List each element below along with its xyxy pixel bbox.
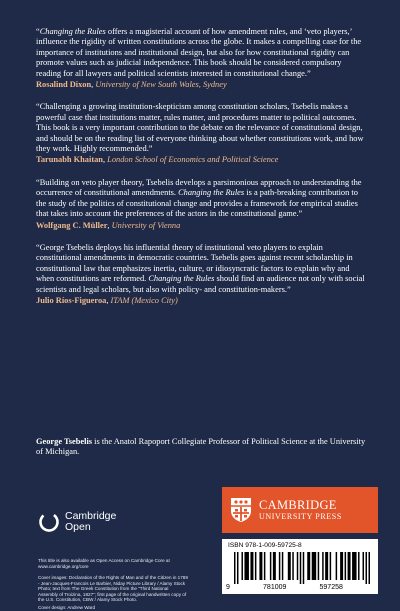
barcode-bar [273, 552, 276, 580]
barcode-bar [234, 552, 235, 584]
barcode-bar [282, 552, 283, 580]
isbn-label: ISBN 978-1-009-59725-8 [228, 542, 302, 549]
barcode-bar [369, 552, 370, 584]
cambridge-open-logo [38, 511, 116, 533]
barcode-bar [363, 552, 364, 580]
endorsement-attribution: Tarunabh Khaitan, London School of Economics and Political Science [36, 155, 279, 165]
endorsement-dixon [36, 27, 368, 90]
barcode-bar [270, 552, 271, 580]
publisher-wordmark: CAMBRIDGE UNIVERSITY PRESS [259, 497, 342, 521]
endorsement-khaitan [36, 102, 368, 165]
barcode-bar [348, 552, 351, 580]
endorsement-text: “Challenging a growing institution-skepticism among constitution scholars, Tsebelis makes a powerful case that institutions matter, rules matter, and procedures matter to political outcomes. This book is a very important contribution to the debate on the relevance of constitutional design, and should be on the reading list of everyone thinking about whether constitutions work, and how they work. Highly recommended.” [36, 102, 364, 154]
barcode-bar [340, 552, 343, 580]
isbn-barcode [222, 539, 378, 594]
open-access-icon [38, 511, 60, 533]
endorsement-attribution: Wolfgang C. Müller, University of Vienna [36, 220, 181, 230]
barcode-bar [325, 552, 328, 580]
barcode-bar [264, 552, 265, 580]
barcode-bar [322, 552, 323, 580]
endorsements [36, 27, 368, 318]
barcode-bar [336, 552, 337, 580]
barcode-bar [307, 552, 310, 580]
endorsement-attribution: Julio Ríos-Figueroa, ITAM (Mexico City) [36, 295, 178, 305]
barcode-bar [279, 552, 280, 580]
endorsement-attribution: Rosalind Dixon, University of New South Wales, Sydney [36, 80, 227, 90]
endorsement-text: “George Tsebelis deploys his influential theory of institutional veto players to explain constitutional amendments in democratic countries. Tsebelis goes against recent scholarship in constitutional law that emphasizes inertia, culture, or idiosyncratic factors to explain why and when constitutions are reformed. Changing the Rules should find an audience not only with social scientists and legal scholars, but also with policy- and constitution-makers.” [36, 242, 365, 294]
barcode-bar [366, 552, 367, 584]
barcode-bar [303, 552, 304, 584]
endorsement-text: “Building on veto player theory, Tsebelis develops a parsimonious approach to understanding the occurrence of constitutional amendments. Changing the Rules is a path-breaking contribution to the study of the politics of constitutional change and provides a framework for empirical studies that takes into account the preferences of the actors in the constitutional game.” [36, 177, 362, 219]
barcode-bar [259, 552, 262, 580]
barcode-bar [300, 552, 301, 584]
barcode-bar [352, 552, 356, 580]
open-access-note: This title is also available as Open Access on Cambridge Core at www.cambridge.org/core [38, 558, 170, 569]
barcode-bar [237, 552, 238, 584]
barcode-bar [297, 552, 298, 580]
cambridge-open-wordmark: Cambridge Open [65, 510, 117, 533]
barcode-bar [250, 552, 253, 580]
endorsement-rios-figueroa [36, 243, 368, 306]
endorsement-text: “Changing the Rules offers a magisterial account of how amendment rules, and ‘veto players,’ influence the rigidity of written constitutions across the globe. It makes a compelling case for the importance of institutions and institutional design, but also for how constitutional rigidity can promote values such as judicial independence. This book should be considered compulsory reading for all lawyers and political scientists interested in constitutional change.” [36, 27, 362, 78]
barcode-bars [234, 552, 370, 584]
barcode-bar [255, 552, 256, 580]
barcode-digits: 9 781009 597258 [226, 584, 343, 591]
barcode-bar [330, 552, 331, 580]
barcode-bar [288, 552, 291, 580]
barcode-bar [318, 552, 319, 580]
barcode-bar [241, 552, 242, 580]
barcode-bar [244, 552, 248, 580]
barcode-bar [292, 552, 293, 580]
cover-credits: Cover images: Declaration of the Rights of Man and of the Citizen in 1789 - Jean-Jacques-Francois Le Barbier, Niday Picture Library / Alamy Stock Photo; text from The Greek Constitution from the “Third National Assembly of Troizina, 1827”; first page of the original handwritten copy of the U.S. Constitution, CBW / Alamy Stock Photo. Cover design: Andrew Ward [38, 575, 188, 610]
author-bio: George Tsebelis is the Anatol Rapoport Collegiate Professor of Political Science at the University of Michigan. [36, 437, 366, 457]
endorsement-muller [36, 178, 368, 231]
publisher-logo-band [222, 487, 378, 533]
university-shield-icon [230, 497, 252, 523]
barcode-bar [312, 552, 316, 580]
barcode-bar [345, 552, 346, 580]
barcode-bar [358, 552, 359, 580]
